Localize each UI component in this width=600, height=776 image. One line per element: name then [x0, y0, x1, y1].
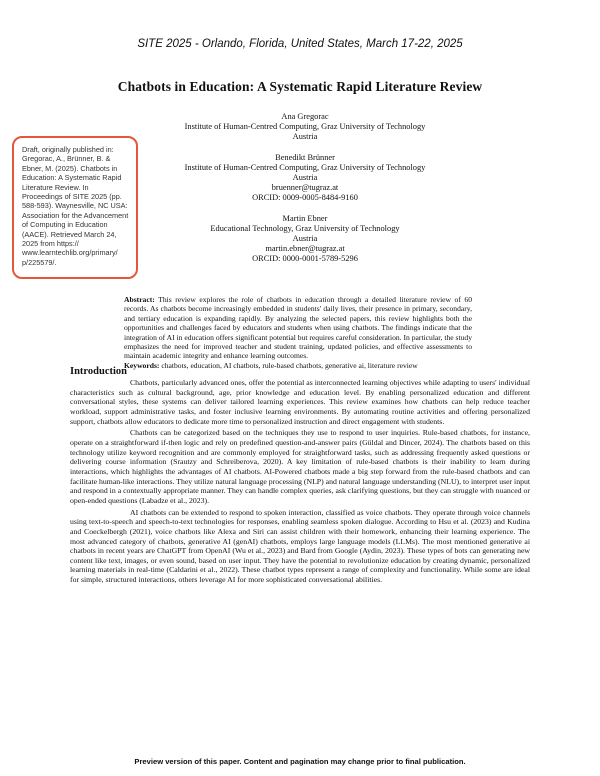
keywords-label: Keywords:	[124, 360, 160, 370]
author-name: Ana Gregorac	[281, 112, 329, 121]
paper-title: Chatbots in Education: A Systematic Rapid Literature Review	[117, 79, 483, 94]
paragraph: Chatbots can be categorized based on the techniques they use to respond to user inquiries. Rule-based chatbots, for instance, operate on a straightforward if-then logic and rely on predefined question-and-answer pairs (Güldal and Dincer, 2024). The chatbots based on this technology utilize keyword recognition and are commonly employed for straightforward tasks, such as addressing frequently asked questions or delivering course information (Srautzy and Schreiberova, 2020). A key limitation of rule-based chatbots is their inability to learn during interactions, which highlights the advantages of AI chatbots. AI-Powered chatbots made a big step forward from the rule-based chatbots and can facilitate human-like interactions. They utilize natural language processing (NLP) and natural language understanding (NLU), to interpret user input and respond in a contextually appropriate manner. They can handle complex queries, ask clarifying questions, but they can struggle with nuanced or open-ended questions (Labadze et al., 2023).	[70, 428, 530, 505]
section-heading: Introduction	[70, 366, 127, 377]
abstract-text: This review explores the role of chatbots in education through a detailed literature review of 60 records. As chatbots become increasingly embedded in students' daily lives, their presence in primary, secondary, and tertiary education is expanding rapidly. By analyzing the selected papers, this review highlights both the opportunities and challenges faced by educators and students when using chatbots. The findings indicate that the integration of AI in education offers significant potential but requires careful consideration. In particular, the study emphasizes the need for improved teacher and student training, updated policies, and effective assessments to maintain academic integrity and enhance learning outcomes.	[124, 295, 472, 361]
paragraph: Chatbots, particularly advanced ones, offer the potential as interconnected learning objectives while adapting to users' individual characteristics such as cultural background, age, prior knowledge and education level. By enabling personalized education and different conversational styles, these systems can deliver tailored learning experiences. This review examines how chatbots can help reduce teacher workload, support administrative tasks, and foster inclusive learning environments. By automating routine activities and offering personalized support, chatbots allow educators to dedicate more time to personalized instruction and direct engagement with students.	[70, 378, 530, 426]
author-country: Austria	[292, 132, 318, 142]
author-affiliation: Educational Technology, Graz University of Technology	[210, 223, 400, 233]
abstract-label: Abstract:	[124, 295, 155, 304]
abstract-body	[124, 295, 472, 361]
author-3	[140, 214, 470, 265]
keywords-text: chatbots, education, AI chatbots, rule-based chatbots, generative ai, literature review	[159, 360, 418, 370]
author-name: Martin Ebner	[282, 213, 328, 223]
abstract	[124, 295, 472, 370]
author-1	[140, 112, 470, 143]
author-country: Austria	[292, 234, 318, 244]
author-country: Austria	[292, 173, 318, 183]
author-2	[140, 153, 470, 204]
author-orcid: ORCID: 0000-0001-5789-5296	[252, 254, 358, 264]
author-name: Benedikt Brünner	[275, 152, 335, 162]
author-orcid: ORCID: 0009-0005-8484-9160	[252, 193, 358, 203]
draft-citation-note: Draft, originally published in: Gregorac, A., Brünner, B. & Ebner, M. (2025). Chatbots in Education: A Systematic Rapid Literature Review. In Proceedings of SITE 2025 (pp. 588-593). Waynesville, NC USA: Association for the Advancement of Computing in Education (AACE). Retrieved March 24, 2025 from https:// www.learntechlib.org/primary/ p/225579/.	[12, 136, 138, 279]
author-affiliation: Institute of Human-Centred Computing, Graz University of Technology	[184, 162, 426, 172]
author-email: bruenner@tugraz.at	[271, 183, 339, 193]
paragraph: AI chatbots can be extended to respond to spoken interaction, classified as voice chatbots. They operate through voice channels using text-to-speech and speech-to-text technologies for responses, enabling seamless spoken dialogue. According to Hsu et al. (2023) and Kudina and Coeckelbergh (2021), voice chatbots like Alexa and Siri can assist children with their homework, enhancing their learning experience. The most advanced category of chatbots, generative AI (genAI) chatbots, employs large language models (LLMs). The most mentioned generative ai chatbots in recent years are ChatGPT from OpenAI (Wu et al., 2023) and Bard from Google (Aydin, 2023). These types of bots can generating new content like text, images, or even sound, based on user input. They have the potential to revolutionize education by creating dynamic, personalized learning materials in real-time (Caldarini et al., 2022). These chatbot types represent a range of complexity and functionality. While some are ideal for simple, structured interactions, others leverage AI for more sophisticated conversational abilities.	[70, 507, 530, 585]
preview-footer: Preview version of this paper. Content and pagination may change prior to final publication.	[134, 757, 466, 766]
author-affiliation: Institute of Human-Centred Computing, Graz University of Technology	[184, 122, 426, 132]
conference-header: SITE 2025 - Orlando, Florida, United States, March 17-22, 2025	[137, 38, 463, 50]
author-email: martin.ebner@tugraz.at	[265, 244, 345, 254]
introduction-section	[70, 366, 530, 587]
author-block	[140, 112, 470, 275]
